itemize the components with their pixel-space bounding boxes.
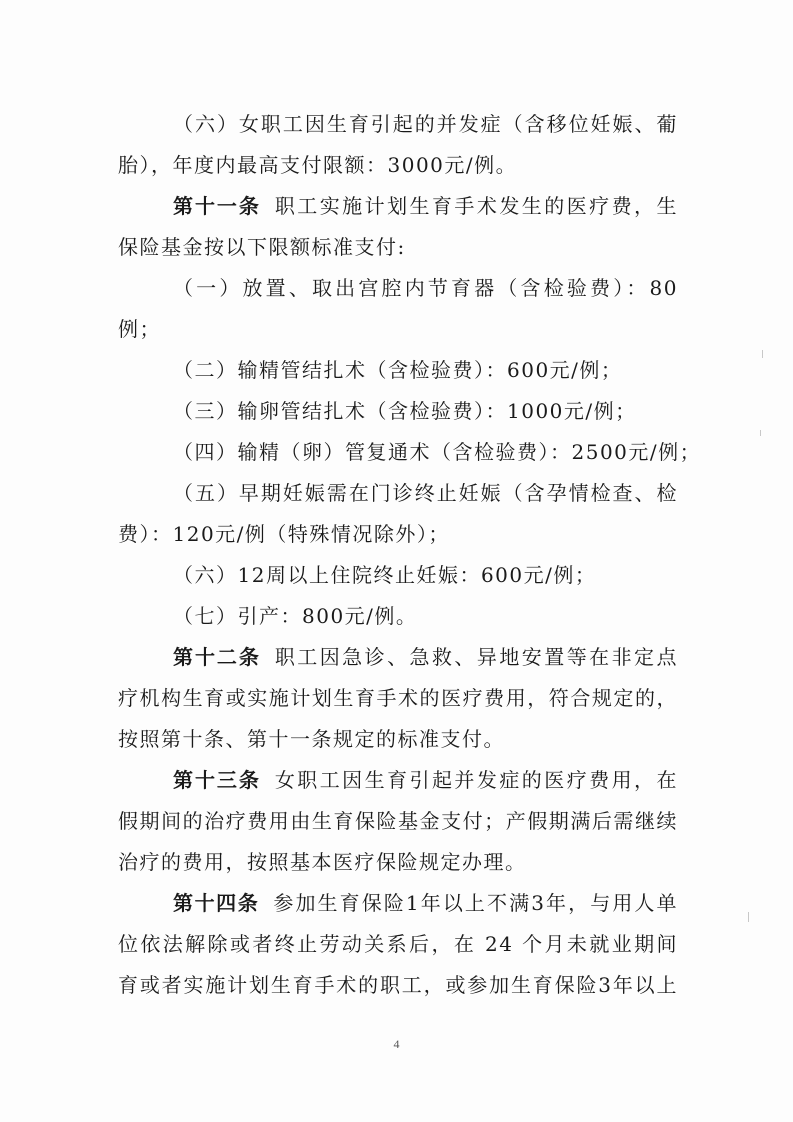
article-14-text: 参加生育保险1年以上不满3年，与用人单 xyxy=(273,891,678,915)
article-12-line-2: 疗机构生育或实施计划生育手术的医疗费用，符合规定的， xyxy=(118,686,678,710)
article-12-heading-line xyxy=(118,637,678,678)
article-12-line-3: 按照第十条、第十一条规定的标准支付。 xyxy=(118,727,505,751)
scan-speck xyxy=(760,430,761,436)
scan-speck xyxy=(762,350,763,358)
item-5-early-termination-line-1: （五）早期妊娠需在门诊终止妊娠（含孕情检查、检 xyxy=(173,481,678,505)
item-6-inpatient-termination: （六）12周以上住院终止妊娠：600元/例； xyxy=(173,563,597,587)
item-1-iud-line-1: （一）放置、取出宫腔内节育器（含检验费）：80 xyxy=(173,276,678,300)
article-13-line-3: 治疗的费用，按照基本医疗保险规定办理。 xyxy=(118,850,527,874)
article-14-label: 第十四条 xyxy=(173,891,260,915)
document-body xyxy=(118,104,702,1006)
article-13-text: 女职工因生育引起并发症的医疗费用，在 xyxy=(274,768,678,792)
clause-6-complications-line-2: 胎），年度内最高支付限额：3000元/例。 xyxy=(118,153,518,177)
item-2-vasectomy: （二）输精管结扎术（含检验费）：600元/例； xyxy=(173,358,623,382)
article-11-text: 职工实施计划生育手术发生的医疗费，生 xyxy=(274,194,678,218)
article-14-heading-line xyxy=(118,883,678,924)
item-4-recanalization: （四）输精（卵）管复通术（含检验费）：2500元/例； xyxy=(173,440,702,464)
page-number: 4 xyxy=(393,1037,400,1051)
item-5-early-termination-line-2: 费）：120元/例（特殊情况除外）； xyxy=(118,522,450,546)
article-13-heading-line xyxy=(118,760,678,801)
article-14-line-2: 位依法解除或者终止劳动关系后，在 24 个月未就业期间 xyxy=(118,932,678,956)
article-11-label: 第十一条 xyxy=(173,194,261,218)
clause-6-complications-line-1: （六）女职工因生育引起的并发症（含移位妊娠、葡 xyxy=(173,112,678,136)
article-12-text: 职工因急诊、急救、异地安置等在非定点 xyxy=(274,645,678,669)
item-3-tubal-ligation: （三）输卵管结扎术（含检验费）：1000元/例； xyxy=(173,399,637,423)
scan-speck xyxy=(748,912,749,922)
item-1-iud-line-2: 例； xyxy=(118,317,161,341)
article-13-line-2: 假期间的治疗费用由生育保险基金支付；产假期满后需继续 xyxy=(118,809,678,833)
item-7-induced-labor: （七）引产：800元/例。 xyxy=(173,604,418,628)
article-12-label: 第十二条 xyxy=(173,645,261,669)
article-14-line-3: 育或者实施计划生育手术的职工，或参加生育保险3年以上 xyxy=(118,973,678,997)
article-13-label: 第十三条 xyxy=(173,768,261,792)
article-11-heading-line xyxy=(118,186,678,227)
article-11-line-2: 保险基金按以下限额标准支付: xyxy=(118,235,406,259)
